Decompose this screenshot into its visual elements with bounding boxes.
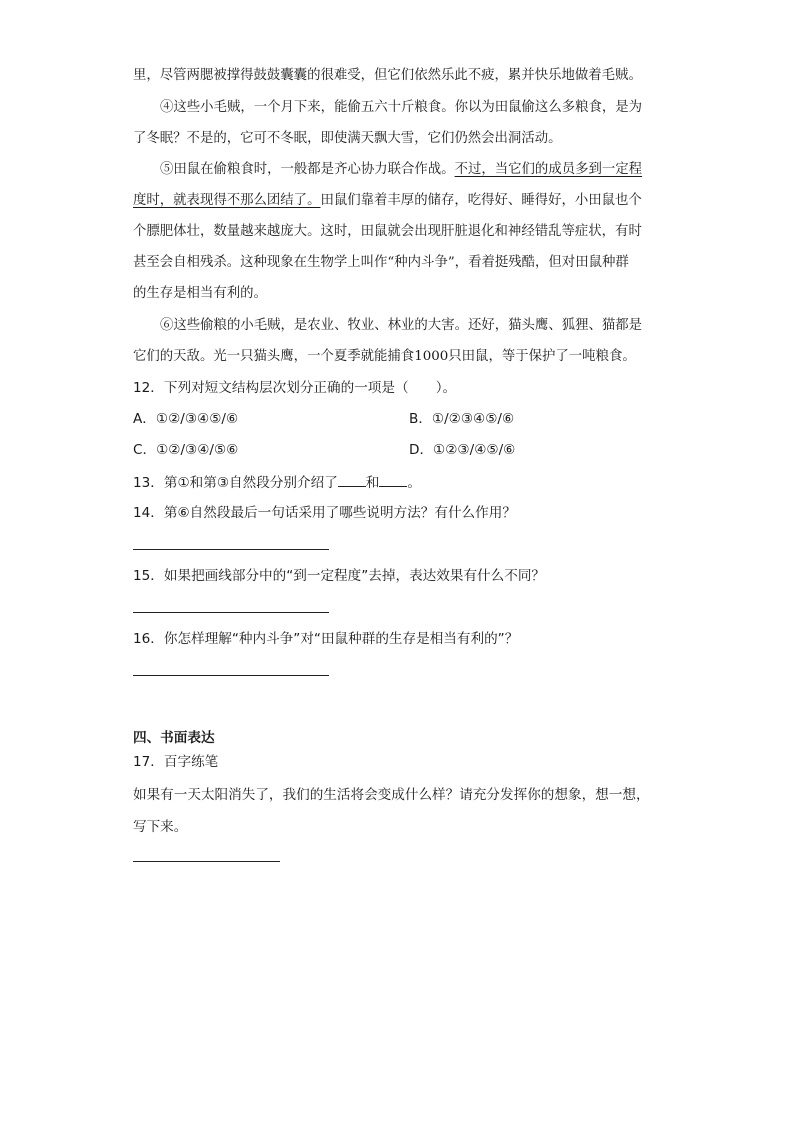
question-15: 15．如果把画线部分中的“到一定程度”去掉，表达效果有什么不同？ [133,568,546,584]
answer-line-15[interactable] [133,612,329,613]
question-13-connector: 和 [365,475,380,491]
paragraph-5-line-2 [133,191,663,211]
paragraph-5-line-3: 个膘肥体壮，数量越来越庞大。这时，田鼠就会出现肝脏退化和神经错乱等症状，有时 [133,224,642,239]
question-13-end: 。 [407,475,421,491]
option-b[interactable]: B．①/②③④⑤/⑥ [409,411,515,427]
answer-blank-1[interactable] [338,472,366,487]
answer-line-16[interactable] [133,675,329,676]
answer-line-14[interactable] [133,549,329,550]
question-12: 12．下列对短文结构层次划分正确的一项是（ ）。 [133,380,457,396]
question-17: 17．百字练笔 [133,754,219,770]
question-13 [133,472,663,493]
question-13-text: 13．第①和第③自然段分别介绍了 [133,475,338,491]
writing-prompt-line-2: 写下来。 [133,819,188,835]
paragraph-4-line-1: ④这些小毛贼，一个月下来，能偷五六十斤粮食。你以为田鼠偷这么多粮食，是为 [160,100,643,115]
paragraph-4-line-2: 了冬眠？不是的，它可不冬眠，即使满天飘大雪，它们仍然会出洞活动。 [133,131,562,146]
option-a[interactable]: A．①②/③④⑤/⑥ [133,411,239,427]
option-d[interactable]: D．①②③/④⑤/⑥ [409,442,516,458]
paragraph-5-line-4: 甚至会自相残杀。这种现象在生物学上叫作“种内斗争”，看着挺残酷，但对田鼠种群 [133,255,629,270]
paragraph-5-line-1 [160,160,663,180]
underlined-sentence-end: 度时，就表现得不那么团结了。 [133,193,321,208]
paragraph-5-text: 田鼠们靠着丰厚的储存，吃得好、睡得好，小田鼠也个 [320,193,642,208]
underlined-sentence: 不过，当它们的成员多到一定程 [454,162,643,177]
question-14: 14．第⑥自然段最后一句话采用了哪些说明方法？有什么作用？ [133,505,516,521]
question-16: 16．你怎样理解“种内斗争”对“田鼠种群的生存是相当有利的”？ [133,631,519,647]
paragraph-5-line-5: 的生存是相当有利的。 [133,286,267,301]
section-4-heading: 四、书面表达 [133,730,215,746]
paragraph-6-line-2: 它们的天敌。光一只猫头鹰，一个夏季就能捕食1000只田鼠，等于保护了一吨粮食。 [133,349,636,364]
answer-blank-2[interactable] [379,472,407,487]
writing-prompt-line-1: 如果有一天太阳消失了，我们的生活将会变成什么样？请充分发挥你的想象，想一想， [133,787,650,803]
option-c[interactable]: C．①②/③④/⑤⑥ [133,442,239,458]
paragraph-6-line-1: ⑥这些偷粮的小毛贼，是农业、牧业、林业的大害。还好，猫头鹰、狐狸、猫都是 [160,318,643,333]
paragraph-5-text: ⑤田鼠在偷粮食时，一般都是齐心协力联合作战。 [160,162,455,177]
passage-line: 里，尽管两腮被撑得鼓鼓囊囊的很难受，但它们依然乐此不疲，累并快乐地做着毛贼。 [133,68,642,83]
answer-line-17[interactable] [133,861,280,862]
